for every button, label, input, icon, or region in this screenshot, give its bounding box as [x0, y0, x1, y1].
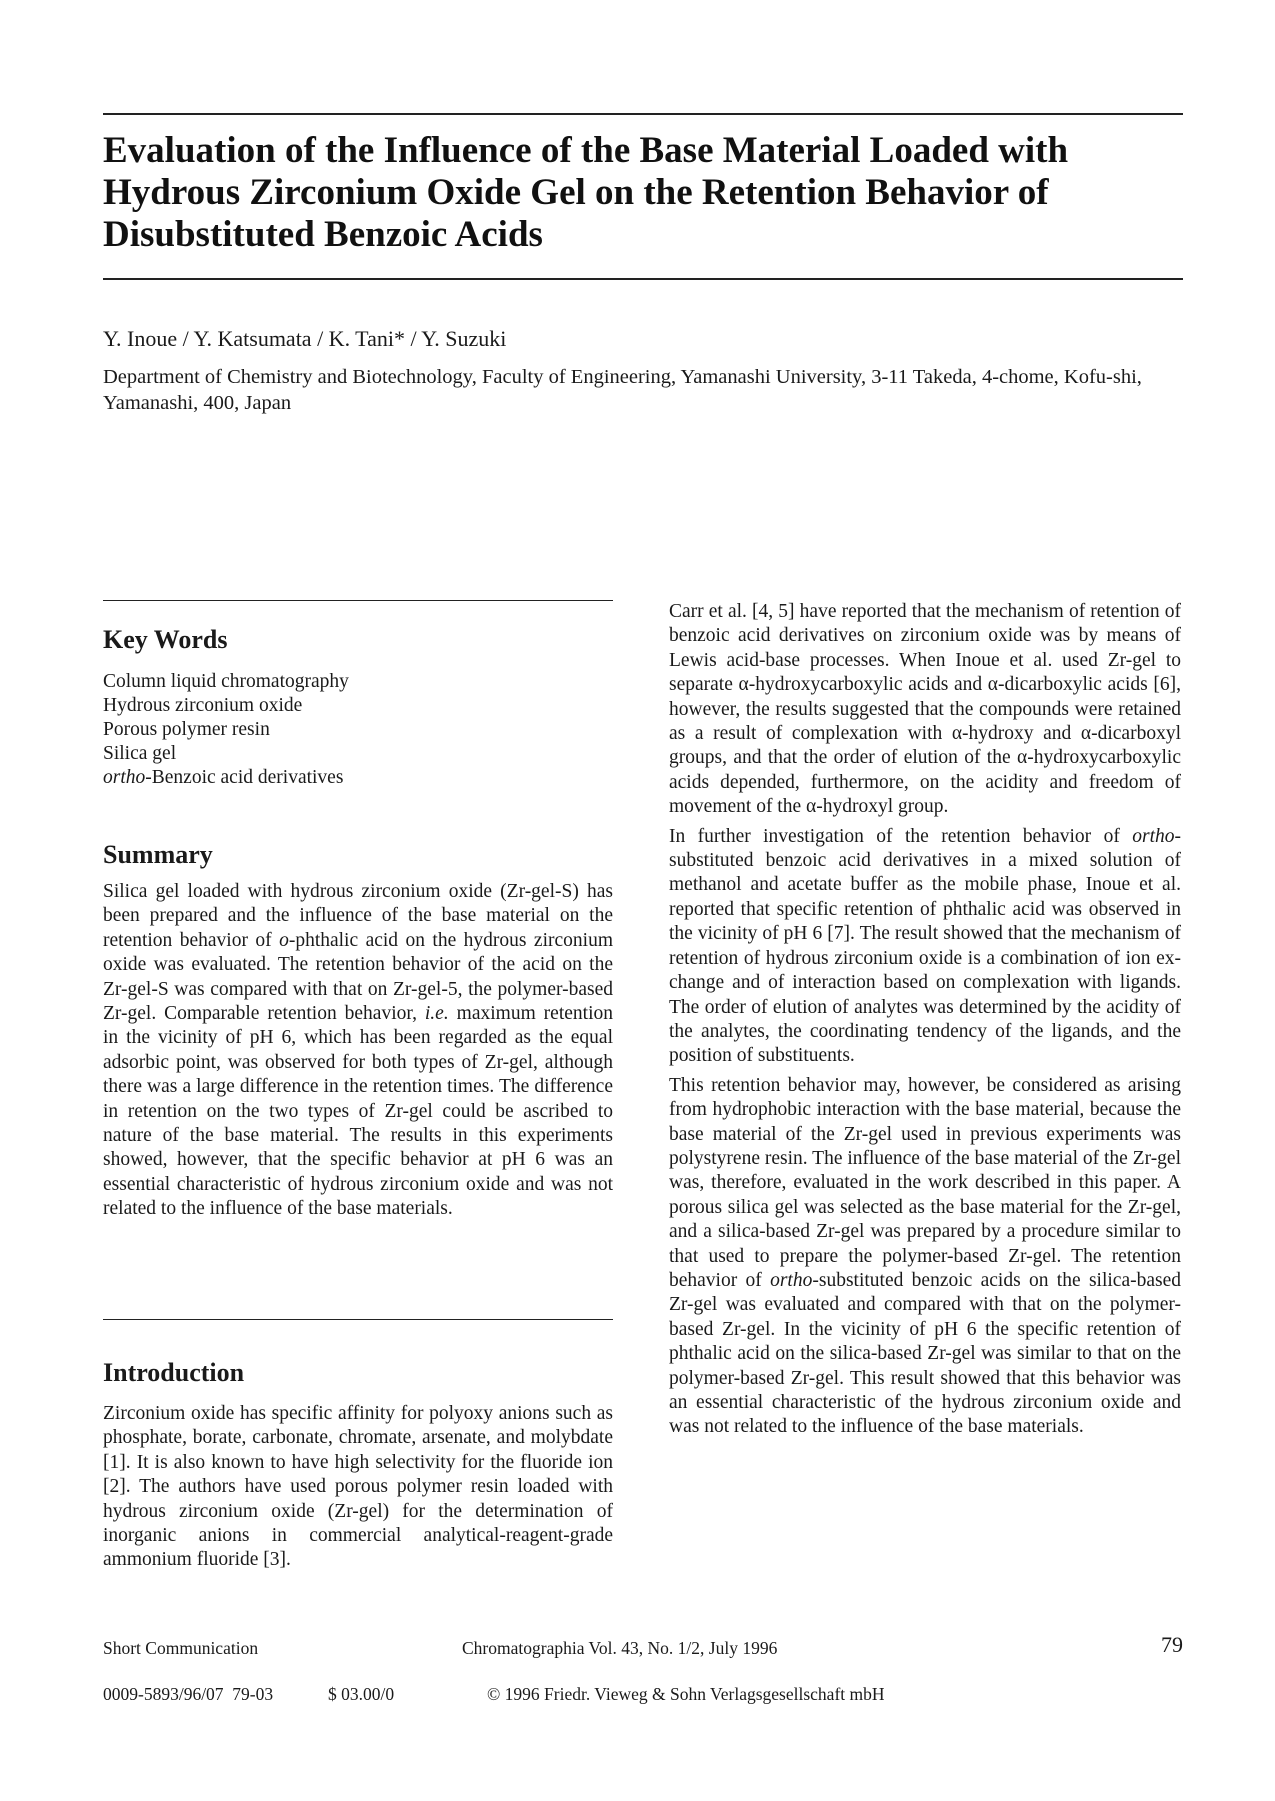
keyword-item — [103, 766, 349, 790]
article-code: 0009-5893/96/07 79-03 — [103, 1684, 274, 1704]
authors: Y. Inoue / Y. Katsumata / K. Tani* / Y. Suzuki — [103, 326, 507, 351]
right-column — [669, 600, 1181, 1445]
keywords-heading: Key Words — [103, 625, 228, 654]
summary-text-3: maximum retention in the vicinity of pH 6, which has been regarded as the equal adsorbic point, was observed for both types of Zr-gel, although there was a large difference in the retention times. The difference in retention on the two types of Zr-gel could be ascribed to nature of the base material. The results in this experiments showed, however, that the specific behavior at pH 6 was an essential characteristic of hydrous zirconium oxide and was not related to the influence of the base materials. — [103, 1003, 613, 1220]
keyword-item: Hydrous zirconium oxide — [103, 695, 303, 716]
summary-italic-1: o — [279, 929, 289, 951]
intro-rule — [103, 1319, 613, 1320]
article-type: Short Communication — [103, 1638, 259, 1658]
right-p3-text-a: This retention behavior may, however, be considered as arising from hydrophobic interaction with the base material, because the base material of the Zr-gel used in previous experiments was polystyrene resin. The influence of the base material of the Zr-gel was, therefore, evaluated in the work described in this paper. A porous silica gel was selected as the base material for the Zr-gel, and a silica-based Zr-gel was prepared by a procedure similar to that used to prepare the polymer-based Zr-gel. The retention behavior of — [669, 1074, 1182, 1291]
introduction-body — [103, 1402, 613, 1573]
summary-paragraph — [103, 880, 613, 1222]
page-number: 79 — [1161, 1632, 1183, 1657]
journal-info: Chromatographia Vol. 43, No. 1/2, July 1996 — [462, 1638, 778, 1658]
keyword-item: Porous polymer resin — [103, 719, 270, 740]
title-bottom-rule — [103, 278, 1183, 280]
summary-italic-2: i.e. — [424, 1003, 449, 1025]
right-p3-italic: ortho — [770, 1269, 813, 1291]
summary-text-2: -phthalic acid on the hydrous zirconium oxide was evaluated. The retention behavior of the acid on the Zr-gel-S was compared with that on Zr-gel-5, the polymer-based Zr-gel. Comparable retention behavior, — [103, 929, 613, 1025]
keyword-item: Column liquid chromatography — [103, 671, 349, 692]
top-rule — [103, 113, 1183, 115]
summary-body — [103, 880, 613, 1222]
right-paragraph-2 — [669, 825, 1181, 1069]
summary-text-1: Silica gel loaded with hydrous zirconium oxide (Zr-gel-S) has been prepared and the influence of the base material on the retention behavior of — [103, 881, 613, 951]
affiliation: Department of Chemistry and Biotechnology, Faculty of Engineering, Yamanashi University, 3-11 Takeda, 4-chome, Kofu-shi, Yamanashi, 400, Japan — [103, 366, 1142, 414]
keyword-item: Silica gel — [103, 743, 177, 764]
right-paragraph-1: Carr et al. [4, 5] have reported that the mechanism of retention of benzoic acid derivatives on zirconium oxide was by means of Lewis acid-base processes. When Inoue et al. used Zr-gel to separate α-hydroxycarboxylic acids and α-dicarboxylic acids [6], however, the results suggested that the compounds were retained as a result of complexation with α-hydroxy and α-dicarboxyl groups, and that the order of elution of the α-hydroxycarboxylic acids depended, furthermore, on the acidity and freedom of movement of the α-hydroxyl group. — [669, 601, 1181, 818]
right-paragraph-3 — [669, 1074, 1181, 1440]
article-title: Evaluation of the Influence of the Base Material Loaded with Hydrous Zirconium Oxide Gel on the Retention Behavior of Disubstituted Benzoic Acids — [103, 130, 1069, 255]
right-p2-italic: ortho — [1132, 825, 1175, 847]
right-p2-text-a: In further investigation of the retention behavior of — [669, 825, 1133, 847]
copyright: © 1996 Friedr. Vieweg & Sohn Verlagsgesellschaft mbH — [487, 1684, 885, 1704]
introduction-paragraph: Zirconium oxide has specific affinity for polyoxy anions such as phosphate, borate, carbonate, chromate, arsenate, and molybdate [1]. It is also known to have high selectivity for the fluoride ion [2]. The authors have used porous polymer resin loaded with hydrous zirconium oxide (Zr-gel) for the determination of inorganic anions in commercial analytical-reagent-grade ammonium fluoride [3]. — [103, 1403, 613, 1571]
keyword-italic: ortho — [103, 767, 146, 788]
keywords-list — [103, 670, 349, 790]
right-p3-text-b: -substituted benzoic acids on the silica-based Zr-gel was evaluated and compared with that on the polymer-based Zr-gel. In the vicinity of pH 6 the specific retention of phthalic acid on the silica-based Zr-gel was similar to that on the polymer-based Zr-gel. This result showed that this behavior was an essential characteristic of the hydrous zirconium oxide and was not related to the influence of the base materials. — [669, 1269, 1181, 1438]
keyword-rest: -Benzoic acid derivatives — [145, 767, 344, 788]
right-p2-text-b: -substituted benzoic acid derivatives in a mixed solution of methanol and acetate buffer as the mobile phase, Inoue et al. reported that specific retention of phthalic acid was observed in the vicinity of pH 6 [7]. The result showed that the mechanism of retention of hydrous zirconium oxide is a combination of ion exchange and of interaction based on complexation with ligands. The order of elution of analytes was determined by the acidity of the analytes, the coordinating tendency of the ligands, and the position of substituents. — [669, 825, 1181, 1067]
keywords-rule — [103, 600, 613, 601]
introduction-heading: Introduction — [103, 1358, 245, 1387]
article-price: $ 03.00/0 — [328, 1684, 395, 1704]
summary-heading: Summary — [103, 840, 213, 869]
